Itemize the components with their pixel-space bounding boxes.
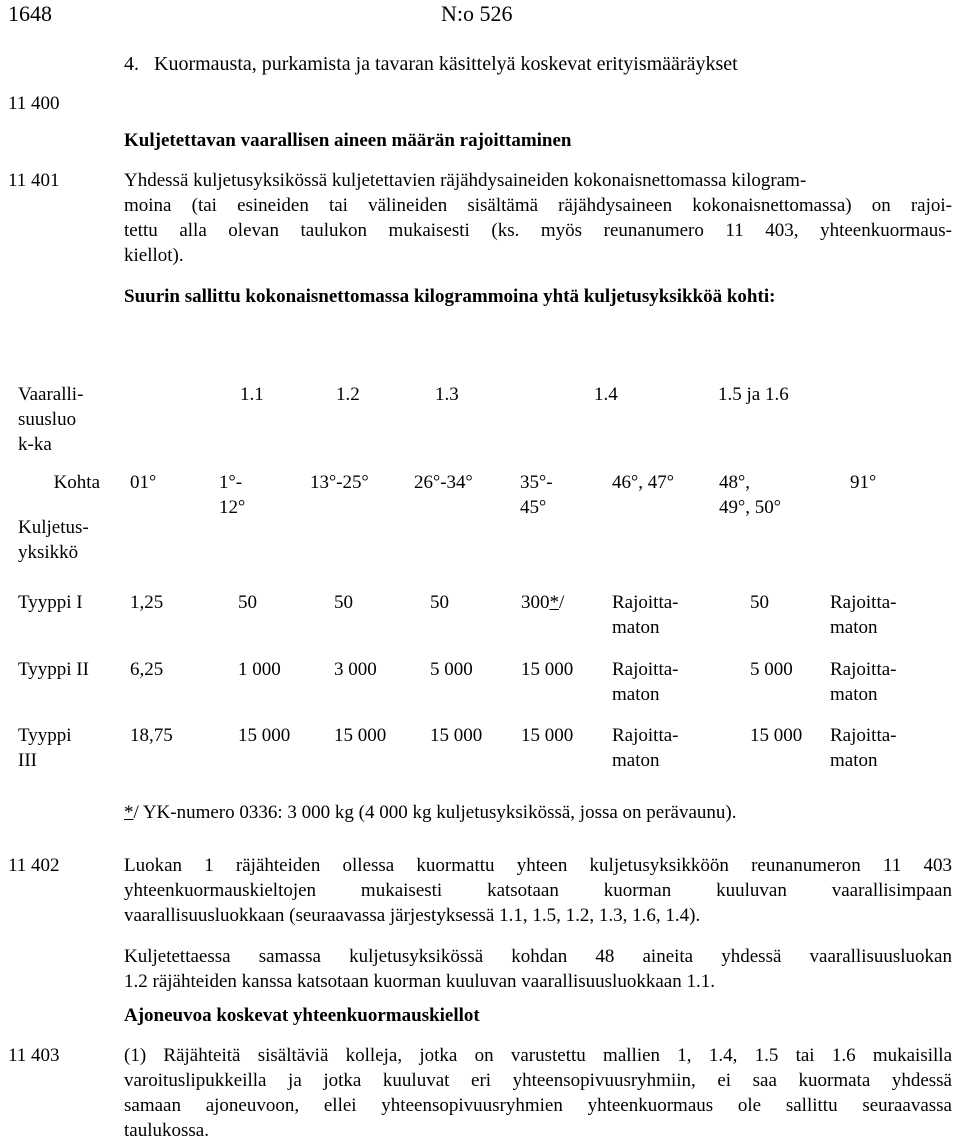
paragraph-11403-line: varoituslipukkeilla ja jotka kuuluvat eri yhteensopivuusryhmiin, ei saa kuormata yhdessä <box>124 1070 952 1091</box>
table-cell: 18,75 <box>130 725 173 746</box>
margin-number-11400: 11 400 <box>8 93 60 114</box>
section-title-text: Kuormausta, purkamista ja tavaran käsittelyä koskevat erityismääräykset <box>154 53 738 75</box>
table-cell: 15 000 <box>334 725 387 746</box>
table-cell: 1,25 <box>130 592 164 613</box>
table-cell: 50 <box>430 592 449 613</box>
row-label: Tyyppi II <box>18 659 89 680</box>
kohta-cell: 46°, 47° <box>612 471 674 493</box>
class-label-line: k-ka <box>18 434 52 455</box>
table-footnote <box>124 800 737 825</box>
class-1-5-and-1-6: 1.5 ja 1.6 <box>718 384 789 405</box>
row-label: Tyyppi III <box>18 725 72 771</box>
page-number: 1648 <box>8 1 52 26</box>
paragraph-11402-line: yhteenkuormauskieltojen mukaisesti katsotaan kuorman kuuluvan vaarallisimpaan <box>124 880 952 901</box>
unit-label-line: Kuljetus- <box>18 517 89 538</box>
table-cell: 50 <box>238 592 257 613</box>
table-cell: 5 000 <box>750 659 793 680</box>
class-1-4: 1.4 <box>594 384 618 405</box>
footnote-text: / YK-numero 0336: 3 000 kg (4 000 kg kuljetusyksikössä, jossa on perävaunu). <box>133 802 737 823</box>
kohta-cell: 35°- 45° <box>520 471 553 518</box>
table-cell: Rajoitta- maton <box>612 659 679 705</box>
kohta-cell: 1°- 12° <box>219 471 246 518</box>
table-cell: Rajoitta- maton <box>830 592 897 638</box>
table-cell: 5 000 <box>430 659 473 680</box>
table-cell: 15 000 <box>521 725 574 746</box>
paragraph-11402-line: Luokan 1 räjähteiden ollessa kuormattu yhteen kuljetusyksikköön reunanumeron 11 403 <box>124 855 952 876</box>
section-number: 4. <box>124 53 139 75</box>
paragraph-11403-line: taulukossa. <box>124 1120 209 1141</box>
class-1-3: 1.3 <box>435 384 459 405</box>
table-cell: Rajoitta- maton <box>830 659 897 705</box>
paragraph-11403-line: (1) Räjähteitä sisältäviä kolleja, jotka on varustettu mallien 1, 1.4, 1.5 tai 1.6 mukaisilla <box>124 1045 952 1066</box>
table-cell: Rajoitta- maton <box>612 592 679 638</box>
table-cell: 6,25 <box>130 659 164 680</box>
kohta-cell: 13°-25° <box>310 471 369 493</box>
footnote-mark: * <box>124 802 134 823</box>
table-cell: 15 000 <box>238 725 291 746</box>
table-cell: 50 <box>750 592 769 613</box>
class-1-1: 1.1 <box>240 384 264 405</box>
table-heading: Suurin sallittu kokonaisnettomassa kilogrammoina yhtä kuljetusyksikköä kohti: <box>124 286 776 307</box>
paragraph-11401-line: kiellot). <box>124 245 184 266</box>
kohta-cell: 01° <box>130 471 157 493</box>
unit-label-line: yksikkö <box>18 542 79 563</box>
paragraph-11401-line: Yhdessä kuljetusyksikössä kuljetettavien räjähdysaineiden kokonaisnettomassa kilogram- <box>124 170 807 191</box>
unit-label <box>18 515 89 565</box>
table-cell: 15 000 <box>430 725 483 746</box>
paragraph-11403-line: samaan ajoneuvoon, ellei yhteensopivuusryhmien yhteenkuormaus ole sallittu seuraavassa <box>124 1095 952 1116</box>
paragraph-11402-line: 1.2 räjähteiden kanssa katsotaan kuorman kuuluvan vaarallisuusluokkaan 1.1. <box>124 971 715 992</box>
class-1-2: 1.2 <box>336 384 360 405</box>
margin-number-11403: 11 403 <box>8 1045 60 1066</box>
margin-number-11402: 11 402 <box>8 855 60 876</box>
table-cell: 3 000 <box>334 659 377 680</box>
table-cell: Rajoitta- maton <box>830 725 897 771</box>
class-label <box>18 382 83 457</box>
table-cell: 1 000 <box>238 659 281 680</box>
paragraph-11402-line: Kuljetettaessa samassa kuljetusyksikössä kohdan 48 aineita yhdessä vaarallisuusluokan <box>124 946 952 967</box>
paragraph-11402-line: vaarallisuusluokkaan (seuraavassa järjestyksessä 1.1, 1.5, 1.2, 1.3, 1.6, 1.4). <box>124 905 701 926</box>
margin-number-11401: 11 401 <box>8 170 60 191</box>
subheading-mixed-loading: Ajoneuvoa koskevat yhteenkuormauskiellot <box>124 1005 480 1026</box>
table-cell: 15 000 <box>521 659 574 680</box>
table-cell: Rajoitta- maton <box>612 725 679 771</box>
section-title <box>124 52 738 77</box>
subheading-quantity-limits: Kuljetettavan vaarallisen aineen määrän rajoittaminen <box>124 130 572 151</box>
row-label: Tyyppi I <box>18 592 83 613</box>
kohta-cell: 91° <box>850 471 877 493</box>
class-label-line: suusluo <box>18 409 77 430</box>
issue-number: N:o 526 <box>441 1 513 26</box>
kohta-cell: 26°-34° <box>414 471 473 493</box>
table-cell: 50 <box>334 592 353 613</box>
paragraph-11401-line: tettu alla olevan taulukon mukaisesti (ks. myös reunanumero 11 403, yhteenkuormaus- <box>124 220 952 241</box>
kohta-cell: 48°, 49°, 50° <box>719 471 781 518</box>
kohta-label: Kohta <box>53 472 100 493</box>
table-cell: 300*/ <box>521 592 565 613</box>
table-cell: 15 000 <box>750 725 803 746</box>
paragraph-11401-line: moina (tai esineiden tai välineiden sisältämä räjähdysaineen kokonaisnettomassa) on rajoi- <box>124 195 952 216</box>
class-label-line: Vaaralli- <box>18 384 84 405</box>
